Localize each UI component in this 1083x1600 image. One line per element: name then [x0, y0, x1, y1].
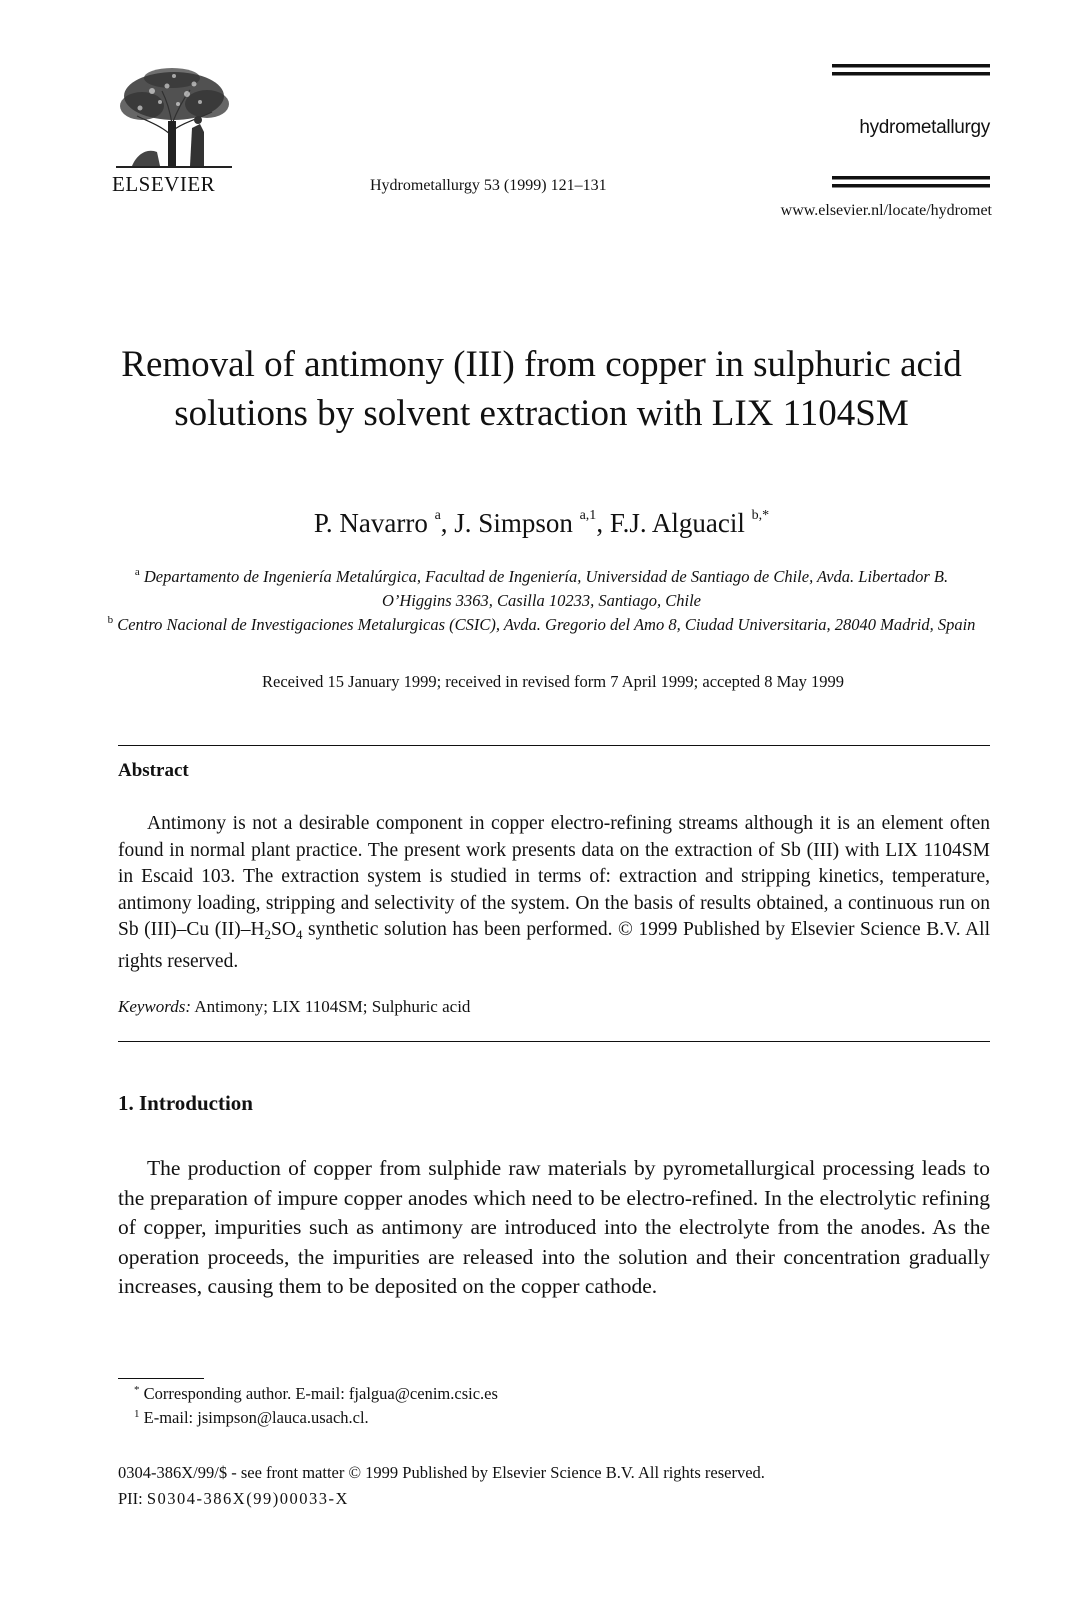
affiliation-text: Centro Nacional de Investigaciones Metalurgicas (CSIC), Avda. Gregorio del Amo 8, Ciudad Universitaria, 28040 Madrid, Spain — [117, 615, 976, 634]
formula-part: SO — [271, 919, 296, 940]
author-affiliation-mark: b,* — [751, 508, 770, 523]
formula-subscript: 2 — [264, 927, 272, 942]
article-title: Removal of antimony (III) from copper in sulphuric acid solutions by solvent extraction with LIX 1104SM — [121, 344, 962, 434]
journal-citation: Hydrometallurgy 53 (1999) 121–131 — [370, 177, 607, 194]
formula-subscript: 4 — [295, 927, 303, 942]
publisher-name: ELSEVIER — [112, 172, 216, 196]
pii-line — [118, 1489, 349, 1509]
keywords-label: Keywords: — [118, 997, 192, 1016]
abstract-heading: Abstract — [118, 760, 189, 781]
abstract-text — [118, 811, 990, 975]
journal-name: hydrometallurgy — [859, 117, 990, 138]
footnote-text: Corresponding author. E-mail: fjalgua@cenim.csic.es — [143, 1384, 498, 1403]
footnote-divider — [118, 1378, 204, 1379]
author-affiliation-mark: a — [434, 508, 441, 523]
elsevier-tree-logo — [112, 66, 236, 170]
affiliation-mark: a — [134, 566, 140, 578]
footnote — [134, 1384, 498, 1404]
divider — [118, 1041, 990, 1042]
author-list: P. Navarro $^a$, J. Simpson $^{a,1}$, F.J. Alguacil $^{b,*}$ — [313, 508, 770, 538]
footnote-mark: * — [134, 1384, 140, 1396]
front-matter-notice: 0304-386X/99/$ - see front matter © 1999 Published by Elsevier Science B.V. All rights reserved. — [118, 1463, 765, 1482]
author-name: F.J. Alguacil — [609, 508, 745, 538]
journal-rule-bottom — [832, 176, 990, 190]
introduction-paragraph: The production of copper from sulphide raw materials by pyrometallurgical processing leads to the preparation of impure copper anodes which need to be electro-refined. In the electrolytic refining of copper, impurities such as antimony are introduced into the electrolyte from the anodes. As the operation proceeds, the impurities are released into the solution and their concentration gradually increases, causing them to be deposited on the copper cathode. — [118, 1156, 990, 1298]
author-name: P. Navarro — [313, 508, 428, 538]
abstract-text-part: Antimony is not a desirable component in copper electro-refining streams although it is an element often found in normal plant practice. The present work presents data on the extraction of Sb (III) with LIX 1104SM in Escaid 103. The extraction system is studied in terms of: extraction and stripping kinetics, temperature, antimony loading, stripping and selectivity of the system. On the basis of results obtained, a continuous run on Sb (III)–Cu (II)–H — [118, 813, 990, 940]
divider — [118, 745, 990, 746]
received-dates: Received 15 January 1999; received in revised form 7 April 1999; accepted 8 May 1999 — [262, 672, 844, 691]
keywords — [118, 997, 470, 1017]
footnote-mark: 1 — [134, 1408, 140, 1420]
footnote-text: E-mail: jsimpson@lauca.usach.cl. — [143, 1408, 369, 1427]
author-name: J. Simpson — [454, 508, 573, 538]
section-heading: 1. Introduction — [118, 1091, 253, 1115]
affiliation-mark: b — [107, 614, 114, 626]
affiliation — [100, 608, 983, 637]
pii-label: PII: — [118, 1489, 143, 1508]
affiliation-text: Departamento de Ingeniería Metalúrgica, Facultad de Ingeniería, Universidad de Santiago de Chile, Avda. Libertador B. O’Higgins 3363, Casilla 10233, Santiago, Chile — [143, 567, 949, 610]
affiliation — [100, 560, 983, 613]
pii-code: S0304-386X(99)00033-X — [146, 1489, 349, 1508]
footnote — [134, 1408, 369, 1428]
author-affiliation-mark: a,1 — [579, 508, 597, 523]
journal-url[interactable]: www.elsevier.nl/locate/hydromet — [780, 202, 992, 219]
journal-rule-top — [832, 64, 990, 78]
keywords-value: Antimony; LIX 1104SM; Sulphuric acid — [194, 997, 471, 1016]
abstract-text-part: synthetic solution has been performed. © 1999 Published by Elsevier Science B.V. All rights reserved. — [118, 919, 990, 972]
